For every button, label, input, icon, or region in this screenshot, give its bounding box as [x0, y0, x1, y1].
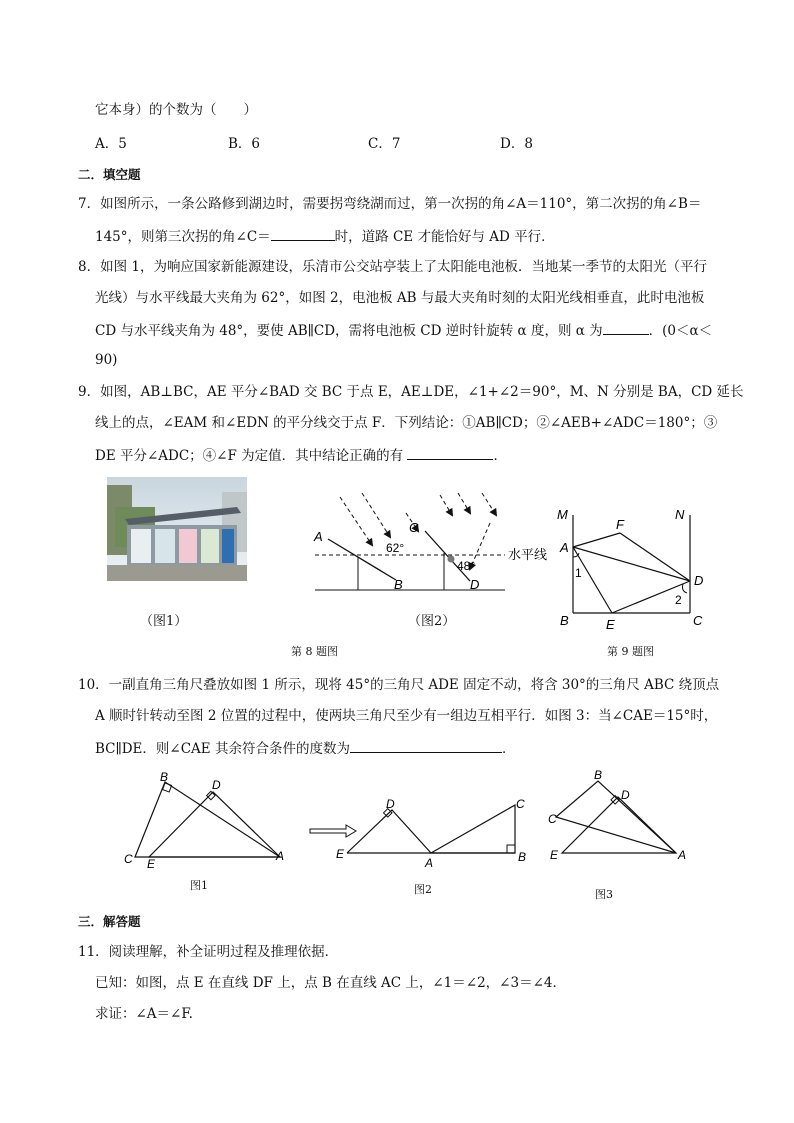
fig9-label-e: E	[606, 617, 615, 632]
fig10-caption-2: 图2	[414, 883, 432, 896]
q10-answer-blank[interactable]	[350, 738, 502, 753]
fig8-angle-62: 62°	[386, 541, 405, 555]
fig9-angle-2: 2	[675, 593, 682, 607]
fig9-label-a: A	[560, 540, 569, 555]
fig8-title: 第 8 题图	[291, 645, 338, 658]
q8-line-1: 8．如图 1，为响应国家新能源建设，乐清市公交站亭装上了太阳能电池板．当地某一季节的太阳光（平行	[78, 259, 707, 275]
fig8-caption-1: （图1）	[140, 614, 188, 629]
q9-line-1: 9．如图，AB⊥BC，AE 平分∠BAD 交 BC 于点 E，AE⊥DE，∠1+∠2＝90°，M、N 分别是 BA，CD 延长	[78, 384, 744, 400]
q10-line-1: 10．一副直角三角尺叠放如图 1 所示，现将 45°的三角尺 ADE 固定不动，将含 30°的三角尺 ABC 绕顶点	[78, 677, 720, 693]
fig9-angle-1: 1	[575, 566, 582, 580]
fig10-3-label-e: E	[550, 848, 559, 862]
q10-line-2: A 顺时针转动至图 2 位置的过程中，使两块三角尺至少有一组边互相平行．如图 3：当∠CAE＝15°时，	[95, 708, 718, 724]
q8-answer-blank[interactable]	[603, 320, 649, 335]
q6-stem-tail: 它本身）的个数为（ ）	[95, 102, 257, 118]
section-answer-heading: 三．解答题	[78, 914, 141, 929]
fig10-3-label-c: C	[548, 812, 557, 826]
fig8-label-a: A	[314, 529, 323, 544]
fig10-2-label-a: A	[425, 856, 434, 870]
q6-option-d: D．8	[500, 136, 533, 152]
q11-line-3: 求证：∠A＝∠F.	[95, 1006, 193, 1022]
q6-option-b: B．6	[228, 136, 261, 152]
q9-answer-blank[interactable]	[407, 445, 493, 460]
fig10-1-label-a: A	[276, 849, 285, 863]
fig8-label-b: B	[394, 577, 403, 592]
fig8-label-c: C	[409, 520, 419, 535]
q8-line-4: 90)	[95, 352, 118, 368]
q8-line-2: 光线）与水平线最大夹角为 62°，如图 2，电池板 AB 与最大夹角时刻的太阳光线相垂直，此时电池板	[95, 290, 705, 306]
q11-line-2: 已知：如图，点 E 在直线 DF 上，点 B 在直线 AC 上，∠1＝∠2，∠3＝∠4．	[95, 975, 566, 991]
fig9-label-c: C	[693, 613, 703, 628]
fig9-label-m: M	[557, 507, 568, 522]
fig8-diagram-2	[300, 485, 560, 605]
fig8-label-d: D	[470, 577, 480, 592]
fig9-label-d: D	[694, 573, 704, 588]
fig8-caption-2: （图2）	[408, 614, 456, 629]
q7-line-1: 7．如图所示，一条公路修到湖边时，需要拐弯绕湖而过，第一次拐的角∠A＝110°，第二次拐的角∠B＝	[78, 196, 702, 212]
bus-shelter-photo	[107, 477, 247, 581]
fig10-caption-1: 图1	[190, 879, 208, 892]
q9-line-3: DE 平分∠ADC；④∠F 为定值．其中结论正确的有 ．	[95, 445, 507, 465]
fig9-diagram	[555, 505, 715, 630]
section-fill-in-heading: 二．填空题	[78, 167, 141, 182]
q11-line-1: 11．阅读理解，补全证明过程及推理依据．	[78, 944, 339, 960]
fig10-2-label-c: C	[516, 797, 525, 811]
q10-line-3: BC∥DE．则∠CAE 其余符合条件的度数为 ．	[95, 738, 515, 758]
fig8-horizon-label: 水平线	[508, 547, 548, 562]
fig10-1-label-b: B	[160, 770, 169, 784]
fig9-label-n: N	[675, 507, 685, 522]
fig9-label-f: F	[616, 517, 624, 532]
fig10-3-label-d: D	[621, 788, 630, 802]
fig10-1-label-c: C	[124, 852, 133, 866]
fig10-2-label-e: E	[336, 847, 345, 861]
q9-line-2: 线上的点，∠EAM 和∠EDN 的平分线交于点 F．下列结论：①AB∥CD；②∠AEB+∠ADC＝180°；③	[95, 415, 718, 431]
q6-option-a: A．5	[95, 136, 127, 152]
fig10-1-label-e: E	[147, 857, 156, 871]
fig10-2-label-b: B	[518, 850, 527, 864]
q7-answer-blank[interactable]	[271, 226, 335, 241]
q8-line-3: CD 与水平线夹角为 48°，要使 AB∥CD，需将电池板 CD 逆时针旋转 α 度，则 α 为 ．(0＜α＜	[95, 320, 712, 340]
fig10-3-label-b: B	[594, 768, 603, 782]
fig9-label-b: B	[560, 613, 569, 628]
fig10-2-label-d: D	[386, 797, 395, 811]
q6-option-c: C．7	[368, 136, 401, 152]
fig8-angle-48: 48°	[457, 559, 476, 573]
fig10-1-label-d: D	[212, 778, 221, 792]
fig10-3-label-a: A	[678, 848, 687, 862]
fig9-title: 第 9 题图	[607, 645, 654, 658]
q7-line-2: 145°，则第三次拐的角∠C＝ 时，道路 CE 才能恰好与 AD 平行．	[95, 226, 555, 246]
fig10-caption-3: 图3	[595, 888, 613, 901]
